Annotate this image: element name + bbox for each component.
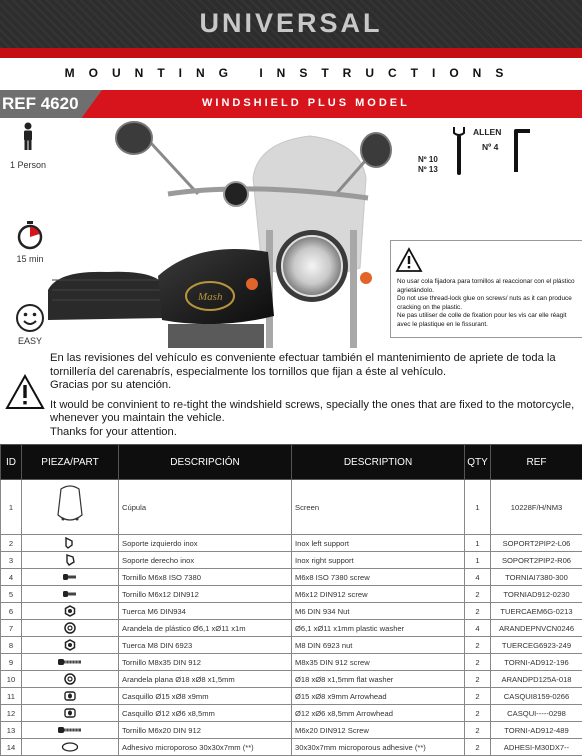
part-desc-en: Inox right support	[292, 552, 465, 569]
table-row	[1, 569, 582, 586]
part-desc-en: M6x12 DIN912 screw	[292, 586, 465, 603]
persons-info	[8, 122, 48, 170]
part-qty: 2	[465, 739, 491, 756]
notice-es-line2: tornillería del carenabrís, especialmente los tornillos que fijan a éste al vehículo.	[50, 366, 582, 380]
time-label: 15 min	[10, 254, 50, 264]
washer-icon	[64, 623, 76, 632]
spacer-icon	[63, 691, 77, 700]
header-description: DESCRIPTION	[292, 445, 465, 480]
part-qty: 1	[465, 535, 491, 552]
wrench-sizes: Nº 10 Nº 13	[418, 155, 438, 175]
wrench-icon	[452, 125, 466, 177]
part-desc-en: Ø6,1 xØ11 x1mm plastic washer	[292, 620, 465, 637]
part-desc-es: Tuerca M8 DIN 6923	[119, 637, 292, 654]
spacer-icon	[63, 708, 77, 717]
nut-icon	[64, 606, 76, 615]
part-id: 14	[1, 739, 22, 756]
table-row	[1, 603, 582, 620]
part-ref: TORNIAI7380-300	[491, 569, 582, 586]
part-desc-es: Casquillo Ø15 xØ8 x9mm	[119, 688, 292, 705]
part-desc-es: Tuerca M6 DIN934	[119, 603, 292, 620]
person-icon	[21, 122, 35, 150]
part-id: 2	[1, 535, 22, 552]
table-row	[1, 654, 582, 671]
table-header-row	[1, 445, 582, 480]
part-desc-es: Cúpula	[119, 480, 292, 535]
part-desc-es: Tornillo M8x35 DIN 912	[119, 654, 292, 671]
part-desc-en: Ø12 xØ6 x8,5mm Arrowhead	[292, 705, 465, 722]
notice-es-line1: En las revisiones del vehículo es conveniente efectuar también el mantenimiento de apriete de toda la	[50, 352, 582, 366]
part-desc-en: Ø15 xØ8 x9mm Arrowhead	[292, 688, 465, 705]
part-qty: 2	[465, 603, 491, 620]
notice-es-line3: Gracias por su atención.	[50, 379, 582, 393]
header-part: PIEZA/PART	[22, 445, 119, 480]
top-banner	[0, 0, 582, 48]
warning-text-es: No usar cola fijadora para tornillos al reaccionar con el plástico agrietándolo.	[397, 278, 579, 295]
brand-title: UNIVERSAL	[0, 8, 582, 39]
bracket-right-icon	[63, 555, 77, 564]
part-desc-es: Casquillo Ø12 xØ6 x8,5mm	[119, 705, 292, 722]
parts-table	[0, 444, 582, 756]
part-qty: 2	[465, 586, 491, 603]
long-screw-icon	[57, 657, 83, 666]
allen-key-icon	[510, 128, 532, 174]
table-row	[1, 637, 582, 654]
part-ref: ADHESI-M30DX7--	[491, 739, 582, 756]
pad-icon	[61, 742, 79, 751]
table-row	[1, 705, 582, 722]
part-desc-en: M8 DIN 6923 nut	[292, 637, 465, 654]
notice-en-line1: It would be convinient to re-tight the windshield screws, specially the ones that are fixed to the motorcycle,	[50, 399, 582, 413]
part-desc-en: Screen	[292, 480, 465, 535]
part-desc-es: Tornillo M6x20 DIN 912	[119, 722, 292, 739]
part-id: 4	[1, 569, 22, 586]
part-desc-es: Tornillo M6x12 DIN912	[119, 586, 292, 603]
part-ref: TUERCEG6923-249	[491, 637, 582, 654]
part-desc-en: Ø18 xØ8 x1,5mm flat washer	[292, 671, 465, 688]
screen-icon	[55, 502, 85, 511]
part-desc-es: Arandela de plástico Ø6,1 xØ11 x1m	[119, 620, 292, 637]
time-info	[10, 220, 50, 264]
part-desc-en: M6x20 DIN912 Screw	[292, 722, 465, 739]
notice-en-line2: whenever you maintain the vehicle.	[50, 412, 582, 426]
smiley-icon	[15, 303, 45, 333]
table-row	[1, 739, 582, 756]
maintenance-notice	[0, 352, 582, 440]
part-ref: CASQUI-----0298	[491, 705, 582, 722]
part-id: 5	[1, 586, 22, 603]
part-id: 6	[1, 603, 22, 620]
nut-icon	[64, 640, 76, 649]
table-row	[1, 620, 582, 637]
motorcycle-photo	[48, 120, 448, 348]
part-ref: SOPORT2PIP2-R06	[491, 552, 582, 569]
allen-size: Nº 4	[482, 142, 498, 152]
part-id: 11	[1, 688, 22, 705]
part-qty: 1	[465, 480, 491, 535]
table-row	[1, 480, 582, 535]
svg-text:Mash: Mash	[197, 291, 223, 303]
part-desc-en: M6x8 ISO 7380 screw	[292, 569, 465, 586]
part-desc-es: Tornillo M6x8 ISO 7380	[119, 569, 292, 586]
header-descripcion: DESCRIPCIÓN	[119, 445, 292, 480]
header-id: ID	[1, 445, 22, 480]
part-desc-en: 30x30x7mm microporous adhesive (**)	[292, 739, 465, 756]
bracket-left-icon	[63, 538, 77, 547]
table-row	[1, 535, 582, 552]
part-desc-en: M6 DIN 934 Nut	[292, 603, 465, 620]
part-id: 9	[1, 654, 22, 671]
table-row	[1, 671, 582, 688]
part-qty: 1	[465, 552, 491, 569]
part-qty: 2	[465, 671, 491, 688]
model-name: WINDSHIELD PLUS MODEL	[202, 97, 410, 109]
part-ref: TORNI-AD912-196	[491, 654, 582, 671]
notice-warning-icon	[5, 374, 45, 410]
table-row	[1, 586, 582, 603]
part-id: 1	[1, 480, 22, 535]
header-qty: QTY	[465, 445, 491, 480]
part-qty: 4	[465, 569, 491, 586]
notice-en-line3: Thanks for your attention.	[50, 426, 582, 440]
part-qty: 2	[465, 654, 491, 671]
red-band	[0, 48, 582, 58]
part-desc-es: Arandela plana Ø18 xØ8 x1,5mm	[119, 671, 292, 688]
part-id: 12	[1, 705, 22, 722]
table-row	[1, 552, 582, 569]
reference-bar	[0, 90, 582, 118]
part-id: 8	[1, 637, 22, 654]
screw-icon	[62, 589, 78, 598]
part-ref: ARANDEPNVCN0246	[491, 620, 582, 637]
difficulty-info	[8, 303, 52, 346]
part-desc-es: Soporte derecho inox	[119, 552, 292, 569]
allen-label: ALLEN	[473, 127, 501, 137]
mounting-instructions-heading: MOUNTING INSTRUCTIONS	[0, 66, 582, 80]
part-qty: 2	[465, 722, 491, 739]
header-ref: REF	[491, 445, 582, 480]
part-id: 3	[1, 552, 22, 569]
part-qty: 2	[465, 637, 491, 654]
long-screw-icon	[57, 725, 83, 734]
warning-text-en: Do not use thread-lock glue on screws/ nuts as it can produce cracking on the plastic.	[397, 295, 579, 312]
warning-text-fr: Ne pas utiliser de colle de fixation pour les vis car elle réagit avec le plastique en le fissurant.	[397, 312, 579, 329]
part-id: 10	[1, 671, 22, 688]
part-qty: 2	[465, 688, 491, 705]
part-desc-es: Adhesivo microporoso 30x30x7mm (**)	[119, 739, 292, 756]
screw-icon	[62, 572, 78, 581]
part-ref: TORNI-AD912-489	[491, 722, 582, 739]
part-desc-en: M8x35 DIN 912 screw	[292, 654, 465, 671]
table-row	[1, 688, 582, 705]
part-ref: TORNIAD912-0230	[491, 586, 582, 603]
threadlock-warning-box	[390, 240, 582, 338]
part-qty: 4	[465, 620, 491, 637]
difficulty-label: EASY	[8, 336, 52, 346]
product-ref: REF 4620	[2, 94, 79, 114]
part-qty: 2	[465, 705, 491, 722]
part-id: 7	[1, 620, 22, 637]
part-ref: SOPORT2PIP2-L06	[491, 535, 582, 552]
washer-icon	[64, 674, 76, 683]
warning-icon	[395, 247, 423, 273]
part-desc-es: Soporte izquierdo inox	[119, 535, 292, 552]
part-ref: ARANDPD125A-018	[491, 671, 582, 688]
table-row	[1, 722, 582, 739]
part-ref: 10228F/H/NM3	[491, 480, 582, 535]
stopwatch-icon	[15, 220, 45, 250]
part-ref: TUERCAEM6G-0213	[491, 603, 582, 620]
part-id: 13	[1, 722, 22, 739]
part-ref: CASQUI8159-0266	[491, 688, 582, 705]
persons-label: 1 Person	[8, 160, 48, 170]
part-desc-en: Inox left support	[292, 535, 465, 552]
